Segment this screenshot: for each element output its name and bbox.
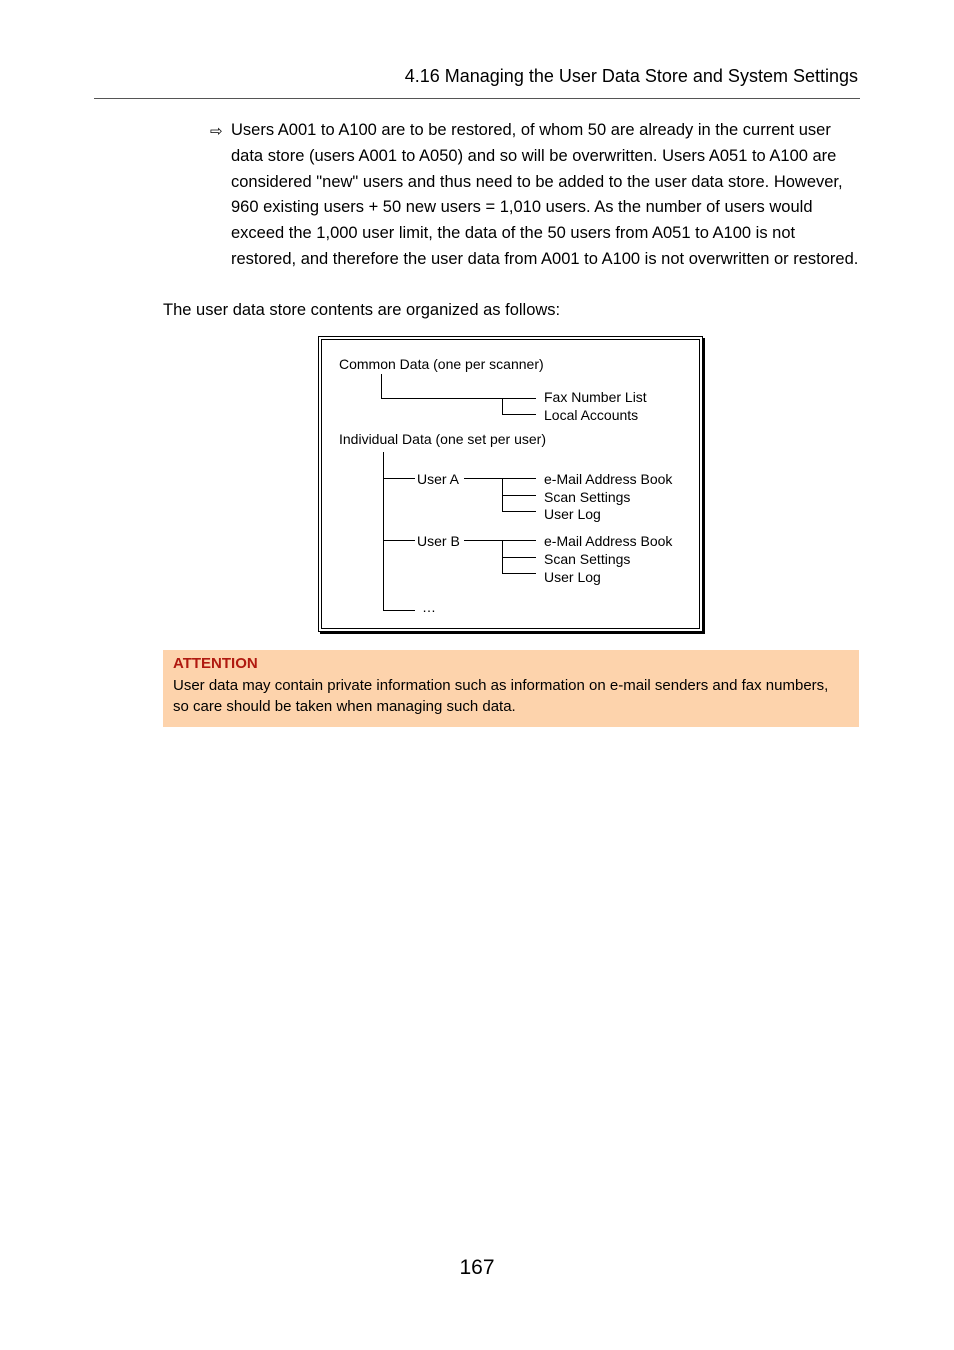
user-a-label: User A [417,471,460,487]
attention-box [163,650,859,727]
connector [383,540,415,541]
connector [502,398,536,399]
local-accounts-label: Local Accounts [544,407,639,423]
fax-number-list-label: Fax Number List [544,389,647,405]
connector [502,495,536,496]
user-b-label: User B [417,533,460,549]
user-b-user-log-label: User Log [544,569,601,585]
bullet-paragraph: Users A001 to A100 are to be restored, of whom 50 are already in the current user data store (users A001 to A050) and so will be overwritten. Users A051 to A100 are considered "new" users and thus need to be added to the user data store. However, 960 existing users + 50 new users = 1,010 users. As the number of users would exceed the 1,000 user limit, the data of the 50 users from A051 to A100 is not restored, and therefore the user data from A001 to A100 is not overwritten or restored. [231,121,859,268]
individual-data-label: Individual Data (one set per user) [339,431,546,447]
connector [502,511,536,512]
connector [464,540,536,541]
connector [383,478,415,479]
header-divider [94,98,860,99]
user-a-user-log-label: User Log [544,506,601,522]
attention-body: User data may contain private information such as information on e-mail senders and fax numbers, so care should be taken when managing such data. [173,677,829,715]
user-a-email-book-label: e-Mail Address Book [544,471,673,487]
connector [502,398,503,414]
connector [383,452,384,610]
connector [383,610,415,611]
header-title: 4.16 Managing the User Data Store and System Settings [404,66,858,86]
connector [381,398,503,399]
more-users-ellipsis: … [422,599,436,615]
intro-paragraph: The user data store contents are organized as follows: [163,301,561,319]
attention-title: ATTENTION [173,655,258,672]
user-b-email-book-label: e-Mail Address Book [544,533,673,549]
connector [502,573,536,574]
page-number: 167 [459,1256,495,1279]
hollow-right-arrow-icon: ⇨ [210,123,223,140]
connector [381,374,382,398]
data-store-diagram [318,336,703,632]
user-a-scan-settings-label: Scan Settings [544,489,631,505]
connector [502,557,536,558]
connector [502,414,536,415]
common-data-label: Common Data (one per scanner) [339,356,544,372]
user-b-scan-settings-label: Scan Settings [544,551,631,567]
connector [464,478,536,479]
